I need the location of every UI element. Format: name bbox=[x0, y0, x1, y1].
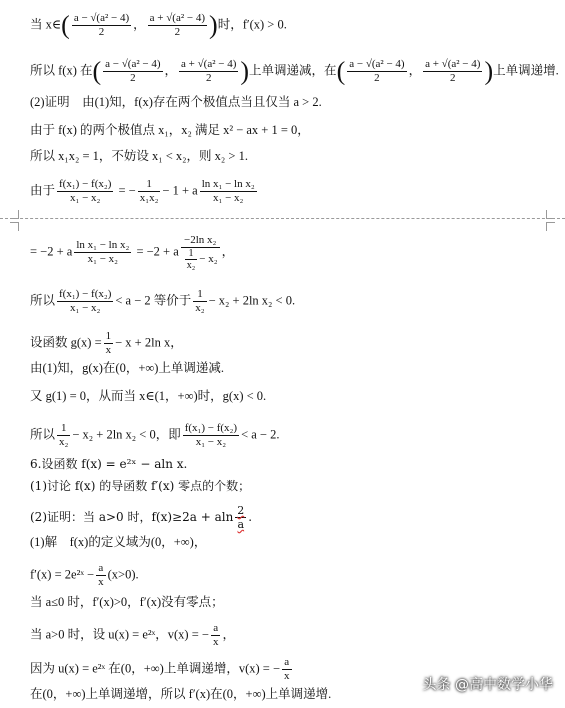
denominator: x₁ − x₂ bbox=[70, 192, 101, 204]
text: ， bbox=[133, 17, 146, 32]
paren: ) bbox=[484, 56, 494, 86]
text: 设函数 g(x) = bbox=[30, 335, 102, 350]
denominator: x bbox=[98, 576, 104, 588]
fraction bbox=[193, 288, 206, 315]
denominator: 2 bbox=[98, 26, 105, 38]
text-line: 由于 f(x) 的两个极值点 x₁，x₂ 满足 x² − ax + 1 = 0， bbox=[30, 123, 310, 137]
text-line: 当 a≤0 时，f′(x)>0，f′(x)没有零点； bbox=[30, 595, 224, 609]
numerator: a bbox=[282, 656, 292, 670]
text: − x + 2ln x， bbox=[115, 335, 183, 350]
text-line bbox=[30, 622, 235, 649]
text-line: = −2 + a $\frac{\text{ln x₁ − ln x₂}}{\text{x₁ − x₂}}$ = −2 + a −2ln x₂ $\frac{1}{\text{x₂}}$ − x₂ ， bbox=[30, 234, 235, 271]
text: < a − 2 等价于 bbox=[115, 293, 192, 308]
fraction bbox=[282, 656, 292, 683]
text: = −2 + a bbox=[30, 244, 73, 259]
denominator: $\frac{1}{\text{x₂}}$ − x₂ bbox=[186, 248, 218, 271]
numerator: 1 bbox=[185, 248, 198, 260]
denominator: x bbox=[284, 670, 290, 682]
text-line: 在(0，+∞)上单调递增，所以 f′(x)在(0，+∞)上单调递增. bbox=[30, 687, 332, 701]
fraction bbox=[57, 178, 113, 205]
numerator: a bbox=[211, 622, 221, 636]
fraction bbox=[347, 58, 406, 85]
text: 时，f′(x) > 0. bbox=[217, 17, 287, 32]
fraction bbox=[138, 178, 161, 205]
fraction bbox=[183, 422, 239, 449]
fraction bbox=[200, 178, 257, 205]
paren: ( bbox=[336, 56, 346, 86]
text: 因为 u(x) = e²ˣ 在(0，+∞)上单调递增，v(x) = − bbox=[30, 661, 280, 676]
text: 当 a>0 时，设 u(x) = e²ˣ，v(x) = − bbox=[30, 627, 209, 642]
numerator: f(x₁) − f(x₂) bbox=[184, 422, 238, 434]
text-line bbox=[30, 422, 279, 449]
numerator: f(x₁) − f(x₂) bbox=[59, 288, 112, 300]
paren: ( bbox=[61, 10, 70, 40]
numerator: ln x₁ − ln x₂ bbox=[201, 178, 255, 190]
text: − 1 + a bbox=[162, 183, 198, 198]
fraction bbox=[104, 330, 114, 357]
fraction bbox=[103, 58, 162, 85]
numerator: 2 bbox=[237, 504, 245, 517]
numerator: f(x₁) − f(x₂) bbox=[59, 178, 112, 190]
text: = −2 + a bbox=[136, 244, 179, 259]
text-line bbox=[30, 656, 294, 683]
text: ， bbox=[222, 627, 235, 642]
text-line bbox=[30, 288, 295, 315]
denominator: 2 bbox=[374, 72, 380, 84]
fraction bbox=[96, 562, 106, 589]
fraction bbox=[148, 12, 207, 39]
numerator: −2ln x₂ bbox=[181, 234, 220, 248]
numerator: 1 bbox=[193, 288, 206, 302]
fraction bbox=[74, 239, 131, 266]
denominator: 2 bbox=[205, 72, 212, 84]
denominator: x₁ − x₂ bbox=[195, 436, 227, 448]
fraction bbox=[72, 12, 131, 39]
denominator: x₁x₂ bbox=[139, 192, 159, 204]
text: 所以 bbox=[30, 427, 56, 442]
fraction bbox=[423, 58, 482, 85]
fraction bbox=[235, 504, 246, 531]
numerator: ln x₁ − ln x₂ bbox=[76, 239, 130, 251]
denominator: x bbox=[212, 636, 219, 648]
numerator: 1 bbox=[57, 422, 70, 436]
text-line bbox=[30, 562, 139, 589]
denominator: x₂ bbox=[59, 436, 69, 448]
problem-statement: 6.设函数 f(x) = e²ˣ − aln x. bbox=[30, 457, 188, 471]
text: (2)证明：当 a>0 时，f(x)≥2a + aln bbox=[30, 510, 234, 524]
text: 所以 bbox=[30, 293, 56, 308]
text: 上单调递增. bbox=[493, 63, 559, 78]
fraction bbox=[185, 248, 198, 271]
numerator: 1 bbox=[105, 330, 112, 342]
fraction bbox=[179, 58, 238, 85]
text: 由于 bbox=[30, 183, 56, 198]
text: . bbox=[248, 510, 253, 524]
numerator: a − √(a² − 4) bbox=[105, 58, 161, 70]
text: ， bbox=[164, 63, 178, 78]
text-line: (1)讨论 f(x) 的导函数 f′(x) 零点的个数； bbox=[30, 479, 251, 493]
denominator: x₁ − x₂ bbox=[70, 302, 101, 314]
denominator: 2 bbox=[450, 72, 456, 84]
paren: ( bbox=[92, 56, 102, 86]
denominator: x₂ bbox=[186, 260, 196, 271]
denominator: x₁ − x₂ bbox=[87, 253, 119, 265]
page-corner-mark bbox=[10, 222, 19, 231]
text: (x>0). bbox=[107, 567, 139, 582]
numerator: a − √(a² − 4) bbox=[349, 58, 405, 70]
text: − x₂ + 2ln x₂ < 0. bbox=[208, 293, 296, 308]
denominator: 2 bbox=[174, 26, 181, 38]
numerator: a − √(a² − 4) bbox=[73, 12, 130, 24]
text: 所以 f(x) 在 bbox=[30, 63, 93, 78]
text: − x₂ + 2ln x₂ < 0，即 bbox=[72, 427, 181, 442]
numerator: a bbox=[96, 562, 106, 576]
text-line: (1)解 f(x)的定义域为(0，+∞)， bbox=[30, 535, 207, 549]
page-corner-mark bbox=[546, 222, 555, 231]
text: ， bbox=[408, 63, 422, 78]
fraction bbox=[57, 288, 113, 315]
page-divider bbox=[0, 218, 565, 219]
numerator: 1 bbox=[138, 178, 161, 192]
numerator: a + √(a² − 4) bbox=[425, 58, 481, 70]
text: 上单调递减，在 bbox=[249, 63, 337, 78]
fraction bbox=[57, 422, 70, 449]
text-line bbox=[30, 504, 252, 531]
text: 当 x∈ bbox=[30, 17, 62, 32]
text-line bbox=[30, 330, 183, 357]
denominator: 2 bbox=[130, 72, 136, 84]
denominator: a bbox=[237, 518, 245, 531]
text-line: 由(1)知，g(x)在(0，+∞)上单调递减. bbox=[30, 361, 225, 375]
text-line: 由于 $\frac{\text{f(x₁) − f(x₂)}}{\text{x₁ − x₂}}$ = − $\frac{1}{\text{x₁x₂}}$ − 1 + a $\frac{\text{ln x₁ − ln x₂}}{\text{x₁ − x₂}}$ bbox=[30, 178, 255, 204]
text-line: 所以 x₁x₂ = 1，不妨设 x₁ < x₂，则 x₂ > 1. bbox=[30, 149, 248, 163]
text-line: (2)证明 由(1)知，f(x)存在两个极值点当且仅当 a > 2. bbox=[30, 95, 322, 109]
denominator: x₂ bbox=[195, 302, 205, 314]
denominator: x₁ − x₂ bbox=[213, 192, 244, 204]
numerator: a + √(a² − 4) bbox=[181, 58, 237, 70]
text: f′(x) = 2e²ˣ − bbox=[30, 567, 95, 582]
paren: ) bbox=[209, 10, 218, 40]
denominator: x bbox=[105, 344, 112, 356]
text: < a − 2. bbox=[241, 427, 280, 442]
watermark: 头条 @高中数学小华 bbox=[422, 677, 553, 693]
text-line bbox=[30, 12, 287, 39]
text-line bbox=[30, 58, 559, 85]
numerator: a + √(a² − 4) bbox=[149, 12, 206, 24]
fraction bbox=[181, 234, 220, 271]
paren: ) bbox=[240, 56, 250, 86]
text-line: 又 g(1) = 0，从而当 x∈(1，+∞)时，g(x) < 0. bbox=[30, 389, 267, 403]
fraction bbox=[211, 622, 221, 649]
